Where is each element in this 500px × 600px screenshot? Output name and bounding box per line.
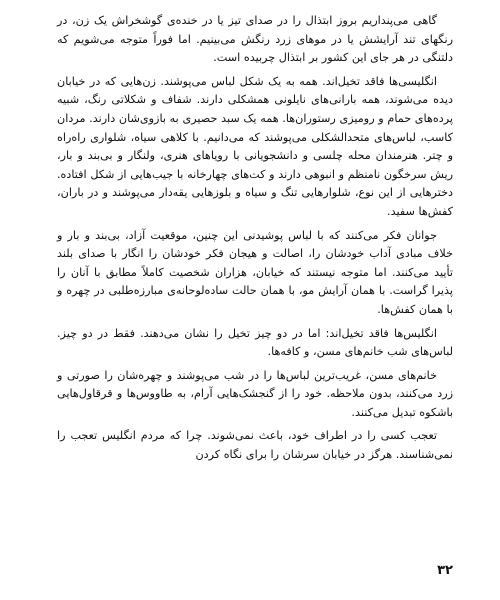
paragraph-2: انگلیسی‌ها فاقد تخیل‌اند. همه به یک شکل لباس می‌پوشند. زن‌هایی که در خیابان دیده می‌شوند، همه بارانی‌های نایلونی همشکلی دارند. شفاف و شکلاتی رنگ، شبیه پرده‌های حمام و رومیزی رستوران‌ها. همه یک سبد حصیری به بازوی‌شان دارند. مردان کاسب، لباس‌های متحدالشکلی می‌پوشند که می‌دانیم. با کلاهی سیاه، شلواری راه‌راه و چتر. هنرمندان محله چلسی و دانشجویانی با رویاهای هنری، ولنگار و بی‌بند و بار، ریش سرخگون نامنظم و انبوهی دارند و کت‌های چهارخانه با جیب‌هایی از شکل افتاده. دخترهایی از این نوع، شلوارهایی تنگ و سیاه و بلوزهایی یقه‌دار می‌پوشند و در باران، کفش‌ها سفید. [57,74,453,218]
paragraph-4: انگلیس‌ها فاقد تخیل‌اند: اما در دو چیز تخیل را نشان می‌دهند. فقط در دو چیز. لباس‌های شب خانم‌های مسن، و کافه‌ها. [57,326,453,359]
paragraph-5: خانم‌های مسن، غریب‌ترین لباس‌ها را در شب می‌پوشند و چهره‌شان را صورتی و زرد می‌کنند، بدون ملاحظه. خود را از گنجشک‌هایی آرام، به طاووس‌ها و قرقاول‌هایی باشکوه تبدیل می‌کنند. [57,368,453,419]
paragraph-6: تعجب کسی را در اطراف خود، باعث نمی‌شوند. چرا که مردم انگلیس تعجب را نمی‌شناسند. هرگز در خیابان سرشان را برای نگاه کردن [57,429,453,462]
paragraph-1: گاهی می‌پنداریم بروز ابتذال را در صدای تیز یا در خنده‌ی گوشخراش یک زن، در رنگهای تند آرایشش یا در موهای زرد رنگش می‌بینیم. اما فوراً متوجه می‌شویم که دلتنگی در هر جای این کشور بر ابتذال چربیده است. [57,14,453,65]
body-text [57,12,453,470]
page-number: ۳۲ [437,563,453,578]
paragraph-3: جوانان فکر می‌کنند که با لباس پوشیدنی این چنین، موقعیت آزاد، بی‌بند و بار و خلاف مبادی آداب خودشان را، اصالت و هیجان فکر خودشان را انگار با صدای بلند تأیید می‌کنند. اما متوجه نیستند که خیابان، هزاران شخصیت کاملاً مطابق با آنان را پذیرا گراست. با همان آرایش مو، با همان حالت ساده‌لوحانه‌ی مبارزه‌طلبی در چهره و با همان کفش‌ها. [57,228,453,316]
